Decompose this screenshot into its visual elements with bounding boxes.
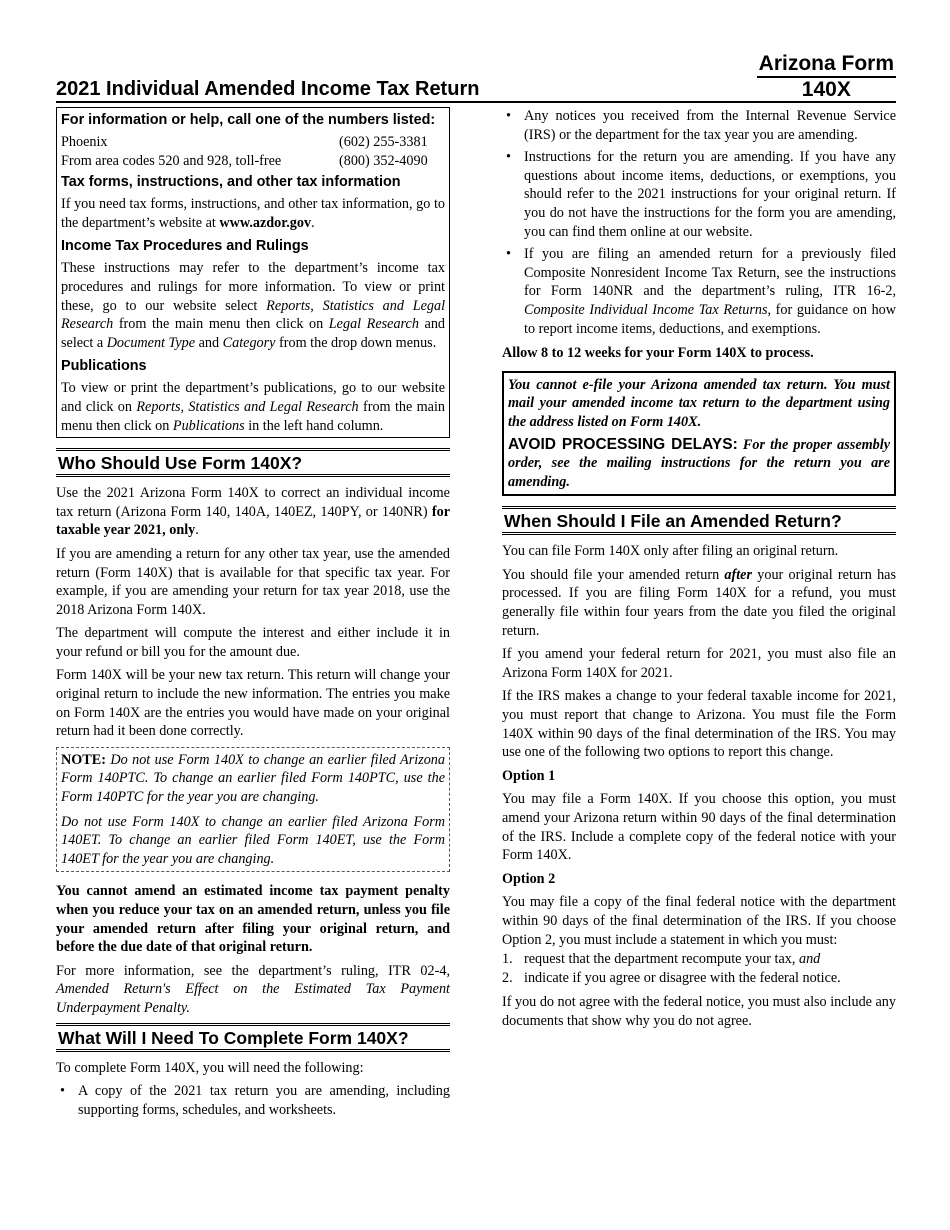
phone-row <box>61 152 445 171</box>
need-list-right <box>502 107 896 338</box>
when-p2: You should file your amended return after your original return has processed. If you are filing Form 140X for a refund, you must generally file within four years from the date you filed the original return. <box>502 566 896 639</box>
who-heading: Who Should Use Form 140X? <box>56 448 450 477</box>
when-p4: If the IRS makes a change to your federal taxable income for 2021, you must report that change to Arizona. You must file the Form 140X within 90 days of the final determination of the IRS. You may use one of the following two options to report this change. <box>502 688 896 761</box>
warning-p1: You cannot e-file your Arizona amended tax return. You must mail your amended income tax return to the department using the address listed on Form 140X. <box>508 376 890 430</box>
who-p2: If you are amending a return for any other tax year, use the amended return (Form 140X) that is available for that specific tax year. For example, if you are amending your return for tax year 2018, use the 2018 Arizona Form 140X. <box>56 545 450 618</box>
need-list-left <box>56 1082 450 1119</box>
list-item: • Any notices you received from the Internal Revenue Service (IRS) or the department for the tax year you are amending. <box>502 107 896 144</box>
when-heading: When Should I File an Amended Return? <box>502 506 896 535</box>
note-p2: Do not use Form 140X to change an earlier filed Arizona Form 140ET. To change an earlier filed Form 140ET, use the Form 140ET for the year you are changing. <box>61 813 445 867</box>
publications-text: To view or print the department’s publications, go to our website and click on Reports, Statistics and Legal Research from the main menu then click on Publications in the left hand column. <box>61 380 446 434</box>
list-item: • If you are filing an amended return for a previously filed Composite Nonresident Income Tax Return, see the instructions for Form 140NR and the department’s ruling, ITR 16-2, Composite Individual Income Tax Returns, for guidance on how to report income items, deductions, and exemptions. <box>502 245 896 338</box>
phone-label: Phoenix <box>61 134 108 150</box>
page-title: 2021 Individual Amended Income Tax Return <box>56 78 480 100</box>
more-info: For more information, see the department’s ruling, ITR 02-4, Amended Return's Effect on the Estimated Tax Payment Underpayment Penalty. <box>56 962 450 1016</box>
penalty-paragraph: You cannot amend an estimated income tax payment penalty when you reduce your tax on an amended return, unless you file your amended return after filing your original return, and before the due date of that original return. <box>56 883 450 956</box>
when-p1: You can file Form 140X only after filing an original return. <box>502 543 839 560</box>
option1-label: Option 1 <box>502 767 556 784</box>
tax-forms-text: If you need tax forms, instructions, and other tax information, go to the department’s website at www.azdor.gov. <box>61 196 445 231</box>
tax-forms-heading: Tax forms, instructions, and other tax information <box>61 174 401 191</box>
phone-number: (602) 255-3381 <box>339 134 428 150</box>
when-p5: If you do not agree with the federal notice, you must also include any documents that show why you do not agree. <box>502 994 896 1029</box>
option1-text: You may file a Form 140X. If you choose this option, you must amend your Arizona return within 90 days of the final determination of the IRS. Include a complete copy of the federal notice with your Form 140X. <box>502 791 896 864</box>
option2-text: You may file a copy of the final federal notice with the department within 90 days of the final determination of the IRS. If you choose Option 2, you must include a statement in which you must: <box>502 894 896 948</box>
option2-list <box>502 950 896 987</box>
procedures-heading: Income Tax Procedures and Rulings <box>61 238 309 255</box>
who-p1: Use the 2021 Arizona Form 140X to correct an individual income tax return (Arizona Form 140, 140A, 140EZ, 140PY, or 140NR) for taxable year 2021, only. <box>56 485 450 539</box>
info-box <box>56 107 450 438</box>
publications-heading: Publications <box>61 358 147 375</box>
procedures-text: These instructions may refer to the department’s income tax procedures and rulings for more information. To view or print these, go to our website select Reports, Statistics and Legal Research from the main menu then click on Legal Research and select a Document Type and Category from the drop down menus. <box>61 260 446 351</box>
list-item: • Instructions for the return you are amending. If you have any questions about income items, deductions, or exemptions, you should refer to the 2021 instructions for your original return. If you do not have the instructions for the form you are amending, you can find them online at our website. <box>502 148 896 241</box>
info-heading: For information or help, call one of the numbers listed: <box>61 112 436 128</box>
need-intro: To complete Form 140X, you will need the following: <box>56 1059 364 1076</box>
page-header <box>56 77 896 103</box>
form-id-line2: 140X <box>801 78 851 101</box>
left-column <box>56 107 450 1125</box>
note-box <box>56 747 450 873</box>
who-p4: Form 140X will be your new tax return. This return will change your original return to include the new information. The entries you make on Form 140X are the entries you would have made on your original return had it been done correctly. <box>56 667 450 740</box>
phone-row <box>61 133 445 152</box>
right-column <box>502 107 896 1036</box>
list-item: • A copy of the 2021 tax return you are amending, including supporting forms, schedules, and worksheets. <box>56 1082 450 1119</box>
warning-box <box>502 371 896 497</box>
list-item: 1. request that the department recompute your tax, and <box>502 951 821 968</box>
list-item: 2. indicate if you agree or disagree with the federal notice. <box>502 969 841 986</box>
website-link[interactable]: www.azdor.gov <box>219 214 312 231</box>
warning-p2: AVOID PROCESSING DELAYS: For the proper assembly order, see the mailing instructions for the return you are amending. <box>508 435 890 490</box>
option2-label: Option 2 <box>502 870 556 887</box>
note-p1: NOTE: Do not use Form 140X to change an earlier filed Arizona Form 140PTC. To change an earlier filed Form 140PTC, use the Form 140PTC for the year you are changing. <box>61 751 445 806</box>
who-p3: The department will compute the interest and either include it in your refund or bill you for the amount due. <box>56 625 450 660</box>
phone-number: (800) 352-4090 <box>339 152 428 169</box>
phone-label: From area codes 520 and 928, toll-free <box>61 152 282 169</box>
allow-weeks: Allow 8 to 12 weeks for your Form 140X to process. <box>502 345 814 362</box>
when-p3: If you amend your federal return for 2021, you must also file an Arizona Form 140X for 2021. <box>502 646 896 681</box>
form-id-line1: Arizona Form <box>757 52 896 78</box>
need-heading: What Will I Need To Complete Form 140X? <box>56 1023 450 1052</box>
